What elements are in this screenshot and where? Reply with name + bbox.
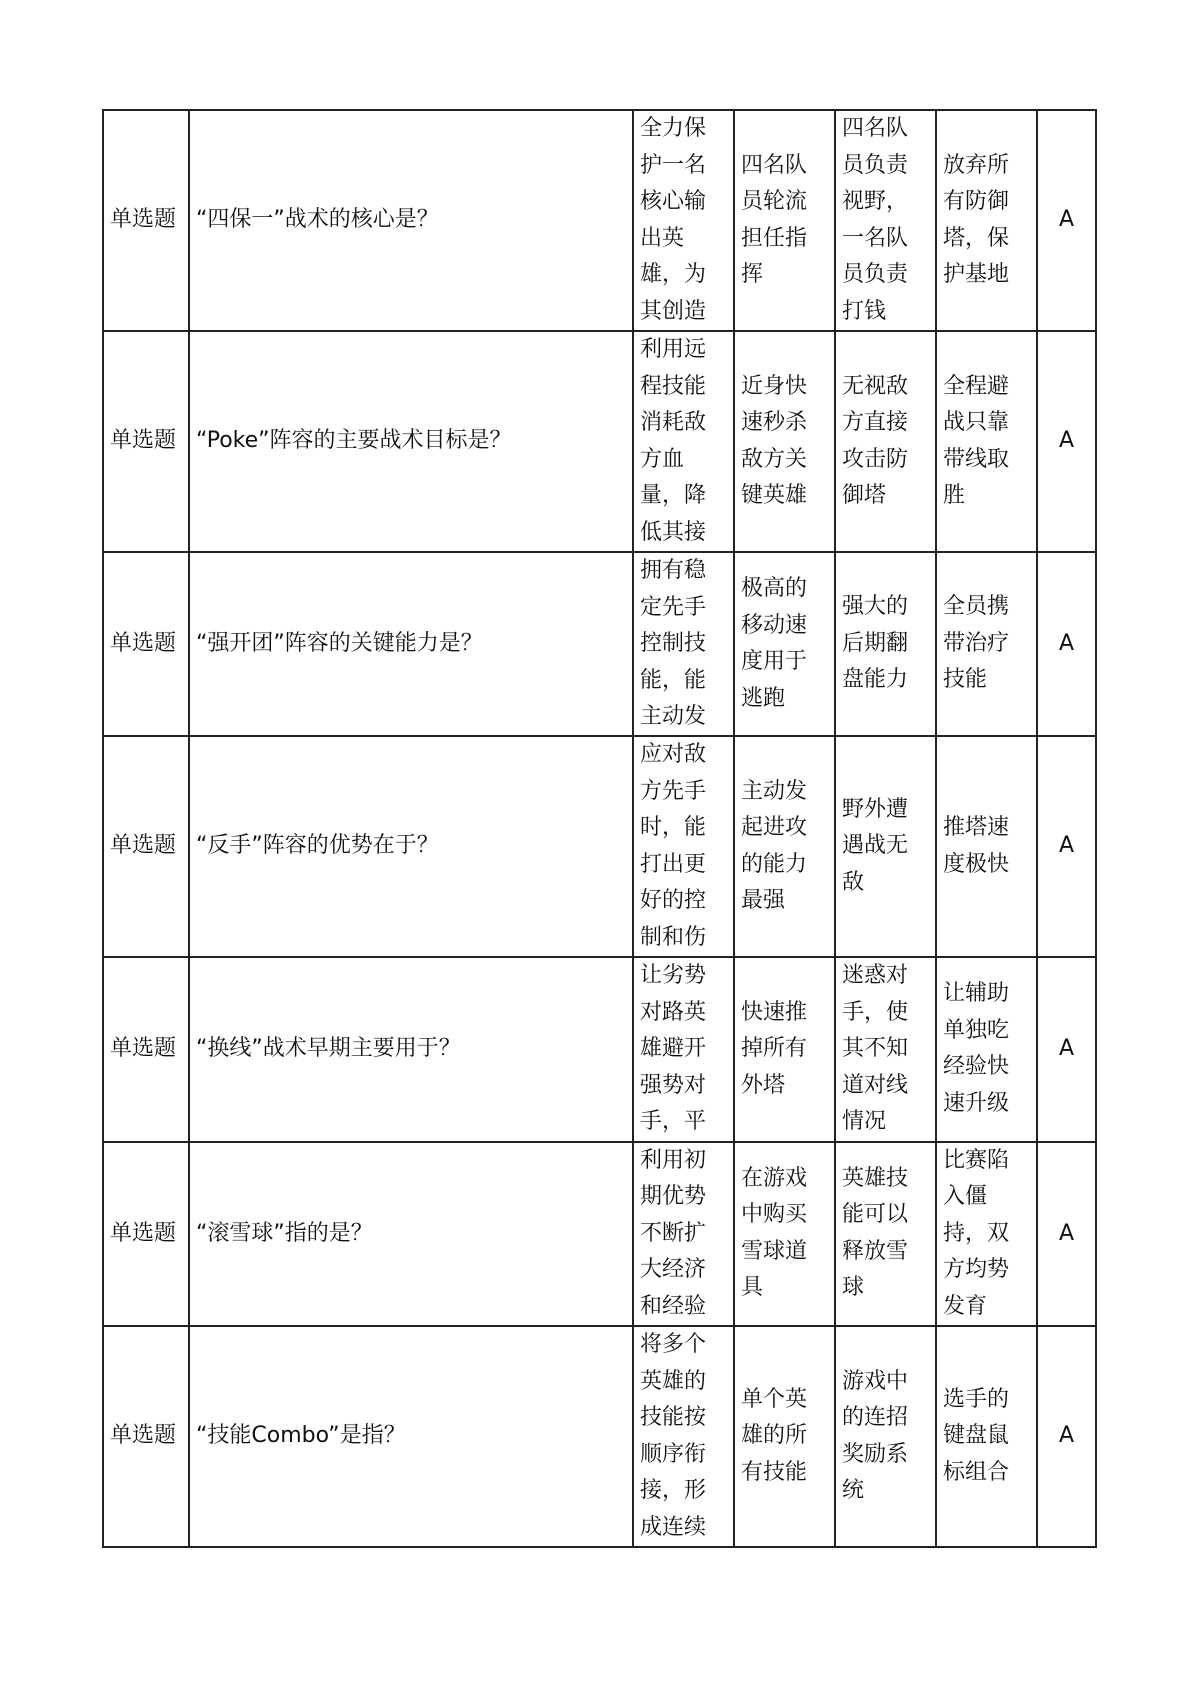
option-b — [734, 331, 835, 552]
question-type: 单选题 — [103, 957, 189, 1142]
question-text: “强开团”阵容的关键能力是？ — [189, 552, 633, 736]
option-d-text: 放弃所有防御塔，保护基地 — [943, 152, 1010, 287]
option-a — [633, 331, 734, 552]
option-c — [835, 736, 936, 957]
answer: A — [1037, 1142, 1096, 1327]
question-text: “技能Combo”是指？ — [189, 1326, 633, 1547]
option-b — [734, 957, 835, 1142]
option-c-text: 迷惑对手，使其不知道对线情况 — [842, 963, 909, 1134]
option-d-text: 全员携带治疗技能 — [943, 594, 1010, 693]
table-row — [103, 1142, 1096, 1327]
option-b — [734, 736, 835, 957]
option-d-text: 推塔速度极快 — [943, 815, 1010, 877]
option-a — [633, 1326, 734, 1547]
option-b-text: 快速推掉所有外塔 — [741, 999, 808, 1098]
question-text: “四保一”战术的核心是？ — [189, 110, 633, 331]
option-d — [936, 331, 1037, 552]
question-text: “滚雪球”指的是？ — [189, 1142, 633, 1327]
option-c — [835, 957, 936, 1142]
answer: A — [1037, 331, 1096, 552]
option-d — [936, 552, 1037, 736]
option-a-text: 利用初期优势不断扩大经济和经验 — [640, 1147, 707, 1319]
answer: A — [1037, 552, 1096, 736]
table-row — [103, 1326, 1096, 1547]
option-b-text: 极高的移动速度用于逃跑 — [741, 576, 808, 711]
option-b — [734, 552, 835, 736]
option-c — [835, 110, 936, 331]
option-b-text: 单个英雄的所有技能 — [741, 1386, 808, 1485]
question-type: 单选题 — [103, 1142, 189, 1327]
option-a-text: 全力保护一名核心输出英雄，为其创造 — [640, 116, 707, 324]
table-row — [103, 957, 1096, 1142]
question-text: “换线”战术早期主要用于？ — [189, 957, 633, 1142]
answer: A — [1037, 110, 1096, 331]
option-b-text: 近身快速秒杀敌方关键英雄 — [741, 373, 808, 508]
question-text: “Poke”阵容的主要战术目标是？ — [189, 331, 633, 552]
table-row — [103, 110, 1096, 331]
question-type: 单选题 — [103, 1326, 189, 1547]
question-type: 单选题 — [103, 552, 189, 736]
answer: A — [1037, 1326, 1096, 1547]
option-c-text: 强大的后期翻盘能力 — [842, 594, 909, 693]
option-b — [734, 1326, 835, 1547]
option-d-text: 全程避战只靠带线取胜 — [943, 373, 1010, 508]
option-a — [633, 110, 734, 331]
question-table — [102, 109, 1097, 1548]
option-d — [936, 1326, 1037, 1547]
option-a — [633, 552, 734, 736]
option-c-text: 四名队员负责视野，一名队员负责打钱 — [842, 116, 909, 324]
question-type: 单选题 — [103, 736, 189, 957]
option-c — [835, 1142, 936, 1327]
option-d — [936, 110, 1037, 331]
option-c-text: 英雄技能可以释放雪球 — [842, 1165, 909, 1301]
option-a-text: 将多个英雄的技能按顺序衔接，形成连续 — [640, 1332, 707, 1540]
table-row — [103, 552, 1096, 736]
option-c-text: 游戏中的连招奖励系统 — [842, 1368, 909, 1503]
option-a-text: 让劣势对路英雄避开强势对手，平 — [640, 963, 707, 1135]
option-c-text: 无视敌方直接攻击防御塔 — [842, 373, 909, 508]
option-a-text: 应对敌方先手时，能打出更好的控制和伤 — [640, 742, 707, 950]
option-a — [633, 1142, 734, 1327]
option-a — [633, 957, 734, 1142]
answer: A — [1037, 736, 1096, 957]
option-a-text: 利用远程技能消耗敌方血量，降低其接 — [640, 337, 707, 545]
option-c — [835, 331, 936, 552]
answer: A — [1037, 957, 1096, 1142]
option-c — [835, 1326, 936, 1547]
option-b-text: 四名队员轮流担任指挥 — [741, 152, 808, 287]
question-type: 单选题 — [103, 331, 189, 552]
option-a-text: 拥有稳定先手控制技能，能主动发 — [640, 558, 707, 729]
option-d-text: 让辅助单独吃经验快速升级 — [943, 981, 1010, 1116]
option-d — [936, 736, 1037, 957]
option-d-text: 选手的键盘鼠标组合 — [943, 1386, 1010, 1485]
question-type: 单选题 — [103, 110, 189, 331]
option-b — [734, 1142, 835, 1327]
option-b-text: 主动发起进攻的能力最强 — [741, 778, 808, 913]
table-row — [103, 736, 1096, 957]
option-d — [936, 1142, 1037, 1327]
option-c-text: 野外遭遇战无敌 — [842, 796, 909, 895]
question-text: “反手”阵容的优势在于？ — [189, 736, 633, 957]
option-d-text: 比赛陷入僵持，双方均势发育 — [943, 1147, 1010, 1319]
option-a — [633, 736, 734, 957]
table-row — [103, 331, 1096, 552]
option-b-text: 在游戏中购买雪球道具 — [741, 1165, 808, 1301]
option-c — [835, 552, 936, 736]
option-d — [936, 957, 1037, 1142]
option-b — [734, 110, 835, 331]
